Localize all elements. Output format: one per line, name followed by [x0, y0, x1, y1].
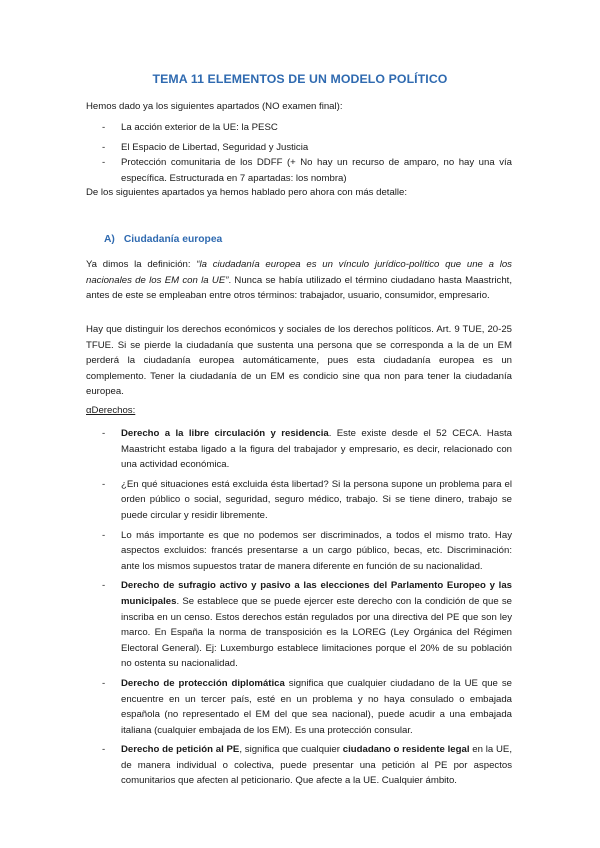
section-heading-a: A) Ciudadanía europea — [104, 234, 223, 245]
list-item: - Derecho de protección diplomática significa que cualquier ciudadano de la UE que se encuentre en un tercer país, esté en un problema y no haya consulado o embajada española (no representado el EM del que sea nacional), puede acudir a una embajada italiana (cualquier embajada de los EM). Es una protección consular. — [102, 677, 512, 736]
distinction-paragraph: Hay que distinguir los derechos económicos y sociales de los derechos políticos. Art. 9 TUE, 20-25 TFUE. Si se pierde la ciudadanía que sustenta una persona que se corresponda a la de un EM perderá la ciudadanía europea automáticamente, pues esta ciudadanía europea es un complemento. Tener la ciudadanía de un EM es condicio sine qua non para tener la ciudadanía europea. — [86, 324, 512, 398]
list-item: - Lo más importante es que no podemos ser discriminados, a todos el mismo trato. Hay aspectos excluidos: francés presentarse a un cargo público, becas, etc. Discriminación: ante los mismos supuestos tratar de manera diferente en función de su nacionalidad. — [102, 529, 512, 572]
page-title: TEMA 11 ELEMENTOS DE UN MODELO POLÍTICO — [152, 72, 448, 86]
intro-list — [86, 120, 512, 190]
list-item: - Derecho de sufragio activo y pasivo a las elecciones del Parlamento Europeo y las municipales. Se establece que se puede ejercer este derecho con la condición de que se inscriba en un censo. Estos derechos están regulados por una directiva del PE que son ley marco. En España la norma de transposición es la LOREG (Ley Orgánica del Régimen Electoral General). Ej: Luxemburgo establece limitaciones porque el 20% de su población no ostenta su nacionalidad. — [102, 580, 512, 670]
rights-heading: αDerechos: — [86, 405, 136, 416]
detail-intro-text: De los siguientes apartados ya hemos hablado pero ahora con más detalle: — [86, 187, 408, 198]
list-item: - Derecho a la libre circulación y residencia. Este existe desde el 52 CECA. Hasta Maastricht estaba ligado a la figura del trabajador y empresario, es decir, relacionado con una actividad económica. — [102, 428, 512, 471]
intro-text: Hemos dado ya los siguientes apartados (NO examen final): — [86, 101, 343, 112]
list-item: - El Espacio de Libertad, Seguridad y Justicia — [102, 141, 309, 153]
list-item: - La acción exterior de la UE: la PESC — [102, 122, 278, 133]
list-item: - Derecho de petición al PE, significa que cualquier ciudadano o residente legal en la UE, de manera individual o colectiva, puede presentar una petición al PE por aspectos comunitarios que afecten al peticionario. Que afecte a la UE. Cualquier ámbito. — [102, 744, 512, 787]
rights-list — [86, 426, 512, 793]
list-item: - Protección comunitaria de los DDFF (+ No hay un recurso de amparo, no hay una vía específica. Estructurada en 7 apartadas: los nombra) — [102, 157, 512, 184]
list-item: - ¿En qué situaciones está excluida ésta libertad? Si la persona supone un problema para el orden público o social, seguridad, seguro médico, trabajo. Si se tiene dinero, trabajo se puede circular y residir libremente. — [102, 478, 512, 521]
definition-paragraph: Ya dimos la definición: “la ciudadanía europea es un vínculo jurídico-político que une a los nacionales de los EM con la UE”. Nunca se había utilizado el término ciudadano hasta Maastricht, antes de este se empleaban entre otros términos: trabajador, usuario, consumidor, empresario. — [86, 259, 512, 302]
